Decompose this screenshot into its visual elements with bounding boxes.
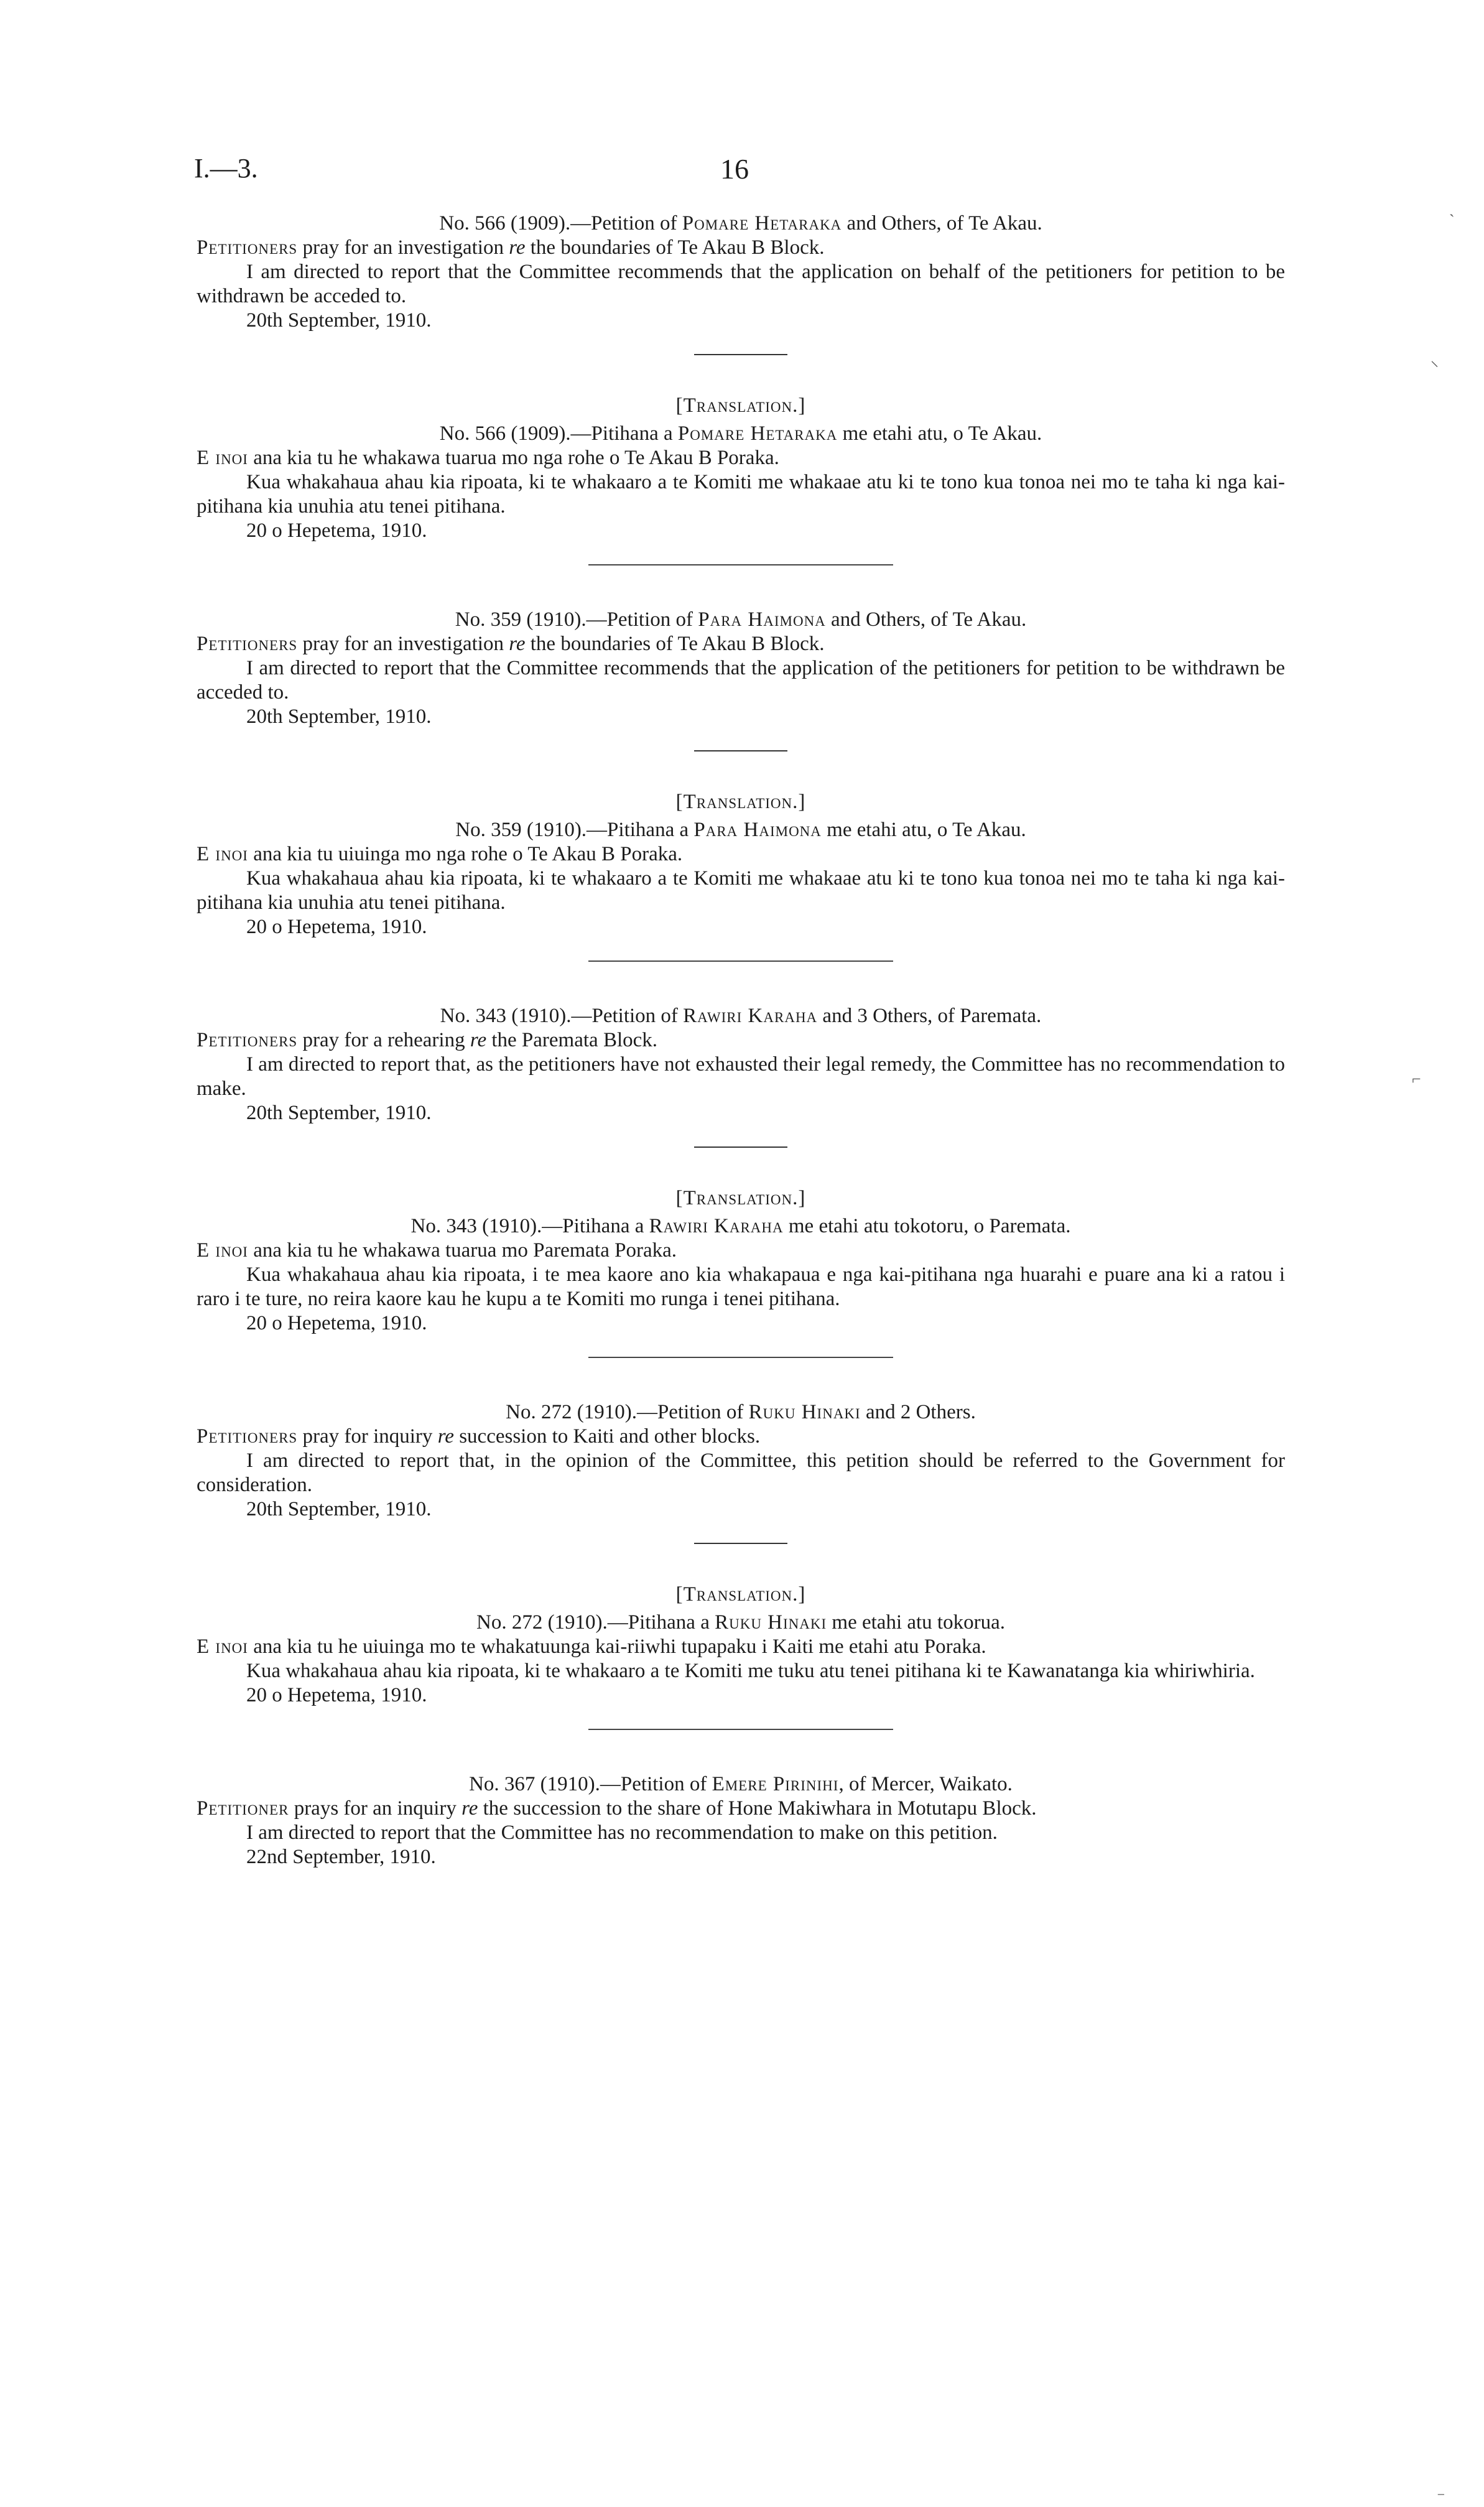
report-paragraph: Kua whakahaua ahau kia ripoata, ki te whakaaro a te Komiti me whakaae atu ki te tono kua tonoa nei mo te taha ki nga kai-pitihana kia unuhia atu tenei pitihana. — [197, 471, 1285, 518]
scan-mark: ⸜ — [1431, 351, 1439, 370]
petition-section — [197, 1772, 1285, 1869]
translation-label: [Translation.] — [675, 1187, 806, 1209]
report-paragraph: I am directed to report that, as the petitioners have not exhausted their legal remedy, the Committee has no recommendation to make. — [197, 1053, 1285, 1100]
translation-label: [Translation.] — [675, 1583, 806, 1606]
title-text: me etahi atu, o Te Akau. — [821, 819, 1026, 841]
scan-mark: ⌐ — [1412, 1070, 1421, 1088]
lead-word: Petitioners — [197, 236, 298, 259]
title-text: No. 272 (1910).—Petition of — [506, 1401, 749, 1423]
prayer-paragraph — [197, 1635, 1285, 1659]
prayer-text: the boundaries of Te Akau B Block. — [525, 633, 825, 655]
petition-title — [197, 1004, 1285, 1028]
title-text: and Others, of Te Akau. — [825, 608, 1027, 631]
report-date: 20 o Hepetema, 1910. — [246, 916, 427, 938]
report-paragraph: I am directed to report that the Committee recommends that the application of the petitioners for petition to be withdrawn be acceded to. — [197, 657, 1285, 704]
petitioner-name: Para Haimona — [693, 819, 822, 841]
prayer-paragraph — [197, 1797, 1285, 1821]
report-paragraph: I am directed to report that the Committee has no recommendation to make on this petition. — [246, 1821, 998, 1844]
report-date: 20th September, 1910. — [246, 1498, 432, 1520]
translation-section — [197, 1186, 1285, 1358]
report-date: 22nd September, 1910. — [246, 1846, 436, 1868]
section-divider — [694, 354, 787, 355]
report-date: 20 o Hepetema, 1910. — [246, 519, 427, 542]
section-divider — [694, 1543, 787, 1544]
title-text: and 2 Others. — [860, 1401, 976, 1423]
lead-word: E inoi — [197, 1635, 248, 1658]
report-paragraph: Kua whakahaua ahau kia ripoata, ki te whakaaro a te Komiti me whakaae atu ki te tono kua tonoa nei mo te taha ki nga kai-pitihana kia unuhia atu tenei pitihana. — [197, 867, 1285, 914]
section-divider — [588, 564, 893, 565]
title-text: No. 359 (1910).—Petition of — [455, 608, 698, 631]
section-divider — [588, 960, 893, 962]
document-reference: I.—3. — [194, 153, 258, 184]
prayer-text: succession to Kaiti and other blocks. — [453, 1425, 761, 1448]
prayer-text: ana kia tu he uiuinga mo te whakatuunga kai-riiwhi tupapaku i Kaiti me etahi atu Poraka. — [248, 1635, 986, 1658]
lead-word: Petitioner — [197, 1797, 289, 1820]
petition-title — [197, 818, 1285, 842]
petitioner-name: Pomare Hetaraka — [682, 212, 842, 235]
scan-mark: ⁻ — [1437, 2488, 1445, 2506]
translation-label: [Translation.] — [675, 394, 806, 417]
section-divider — [694, 750, 787, 751]
prayer-text: pray for a rehearing — [297, 1029, 470, 1051]
title-text: No. 343 (1910).—Petition of — [440, 1005, 684, 1027]
prayer-text: the Paremata Block. — [486, 1029, 658, 1051]
lead-word: E inoi — [197, 1239, 248, 1262]
section-divider — [588, 1357, 893, 1358]
prayer-text: pray for an investigation — [297, 236, 509, 259]
page-number: 16 — [720, 153, 749, 185]
title-text: No. 566 (1909).—Petition of — [439, 212, 682, 235]
petition-title — [197, 1772, 1285, 1797]
prayer-italic: re — [509, 633, 526, 655]
lead-word: E inoi — [197, 843, 248, 865]
petition-title — [197, 422, 1285, 446]
title-text: No. 566 (1909).—Pitihana a — [439, 422, 678, 445]
lead-word: Petitioners — [197, 1029, 298, 1051]
title-text: me etahi atu tokotoru, o Paremata. — [783, 1215, 1071, 1237]
translation-section — [197, 1583, 1285, 1730]
lead-word: Petitioners — [197, 1425, 298, 1448]
prayer-text: the succession to the share of Hone Makiwhara in Motutapu Block. — [478, 1797, 1037, 1820]
title-text: me etahi atu, o Te Akau. — [837, 422, 1042, 445]
prayer-text: prays for an inquiry — [289, 1797, 462, 1820]
translation-label: [Translation.] — [675, 791, 806, 813]
report-date: 20th September, 1910. — [246, 705, 432, 728]
title-text: me etahi atu tokorua. — [827, 1611, 1005, 1634]
prayer-text: pray for an investigation — [297, 633, 509, 655]
petition-title — [197, 212, 1285, 236]
title-text: and 3 Others, of Paremata. — [817, 1005, 1042, 1027]
report-date: 20th September, 1910. — [246, 1102, 432, 1124]
prayer-paragraph — [197, 1425, 1285, 1449]
prayer-paragraph — [197, 236, 1285, 260]
title-text: , of Mercer, Waikato. — [838, 1773, 1013, 1795]
title-text: No. 359 (1910).—Pitihana a — [455, 819, 694, 841]
prayer-paragraph — [197, 1239, 1285, 1263]
prayer-paragraph — [197, 1028, 1285, 1053]
report-paragraph: Kua whakahaua ahau kia ripoata, i te mea kaore ano kia whakapaua e nga kai-pitihana nga huarahi e puare ana ki a ratou i raro i te ture, no reira kaore kau he kupu a te Komiti mo runga i tenei pitihana. — [197, 1263, 1285, 1310]
prayer-italic: re — [437, 1425, 454, 1448]
petitioner-name: Rawiri Karaha — [649, 1215, 784, 1237]
petitioner-name: Pomare Hetaraka — [677, 422, 838, 445]
petitioner-name: Rawiri Karaha — [683, 1005, 818, 1027]
report-date: 20 o Hepetema, 1910. — [246, 1684, 427, 1706]
petition-title — [197, 1400, 1285, 1425]
petitioner-name: Ruku Hinaki — [748, 1401, 861, 1423]
petitioner-name: Ruku Hinaki — [715, 1611, 827, 1634]
translation-section — [197, 790, 1285, 962]
title-text: and Others, of Te Akau. — [842, 212, 1042, 235]
petition-section — [197, 1400, 1285, 1544]
prayer-paragraph — [197, 446, 1285, 470]
petitioner-name: Emere Pirinihi — [712, 1773, 839, 1795]
prayer-text: the boundaries of Te Akau B Block. — [525, 236, 825, 259]
report-date: 20 o Hepetema, 1910. — [246, 1312, 427, 1334]
petition-section — [197, 212, 1285, 355]
translation-section — [197, 394, 1285, 565]
prayer-italic: re — [470, 1029, 487, 1051]
section-divider — [588, 1729, 893, 1730]
prayer-italic: re — [509, 236, 526, 259]
title-text: No. 343 (1910).—Pitihana a — [410, 1215, 649, 1237]
lead-word: E inoi — [197, 447, 248, 469]
report-date: 20th September, 1910. — [246, 309, 432, 332]
report-paragraph: I am directed to report that the Committee recommends that the application on behalf of the petitioners for petition to be withdrawn be acceded to. — [197, 261, 1285, 307]
lead-word: Petitioners — [197, 633, 298, 655]
prayer-paragraph — [197, 632, 1285, 656]
petition-section — [197, 1004, 1285, 1148]
petition-title — [197, 1611, 1285, 1635]
prayer-text: pray for inquiry — [297, 1425, 438, 1448]
prayer-italic: re — [461, 1797, 478, 1820]
petition-title — [197, 608, 1285, 632]
title-text: No. 367 (1910).—Petition of — [469, 1773, 712, 1795]
prayer-text: ana kia tu uiuinga mo nga rohe o Te Akau B Poraka. — [248, 843, 683, 865]
title-text: No. 272 (1910).—Pitihana a — [476, 1611, 715, 1634]
report-paragraph: Kua whakahaua ahau kia ripoata, ki te whakaaro a te Komiti me tuku atu tenei pitihana ki te Kawanatanga kia whiriwhiria. — [246, 1660, 1255, 1682]
prayer-paragraph — [197, 842, 1285, 867]
section-divider — [694, 1147, 787, 1148]
petitioner-name: Para Haimona — [698, 608, 826, 631]
page-body — [197, 212, 1285, 1869]
prayer-text: ana kia tu he whakawa tuarua mo Paremata Poraka. — [248, 1239, 677, 1262]
scan-mark: ˋ — [1449, 212, 1455, 230]
petition-title — [197, 1214, 1285, 1239]
report-paragraph: I am directed to report that, in the opinion of the Committee, this petition should be referred to the Government for consideration. — [197, 1449, 1285, 1496]
petition-section — [197, 608, 1285, 751]
prayer-text: ana kia tu he whakawa tuarua mo nga rohe o Te Akau B Poraka. — [248, 447, 779, 469]
